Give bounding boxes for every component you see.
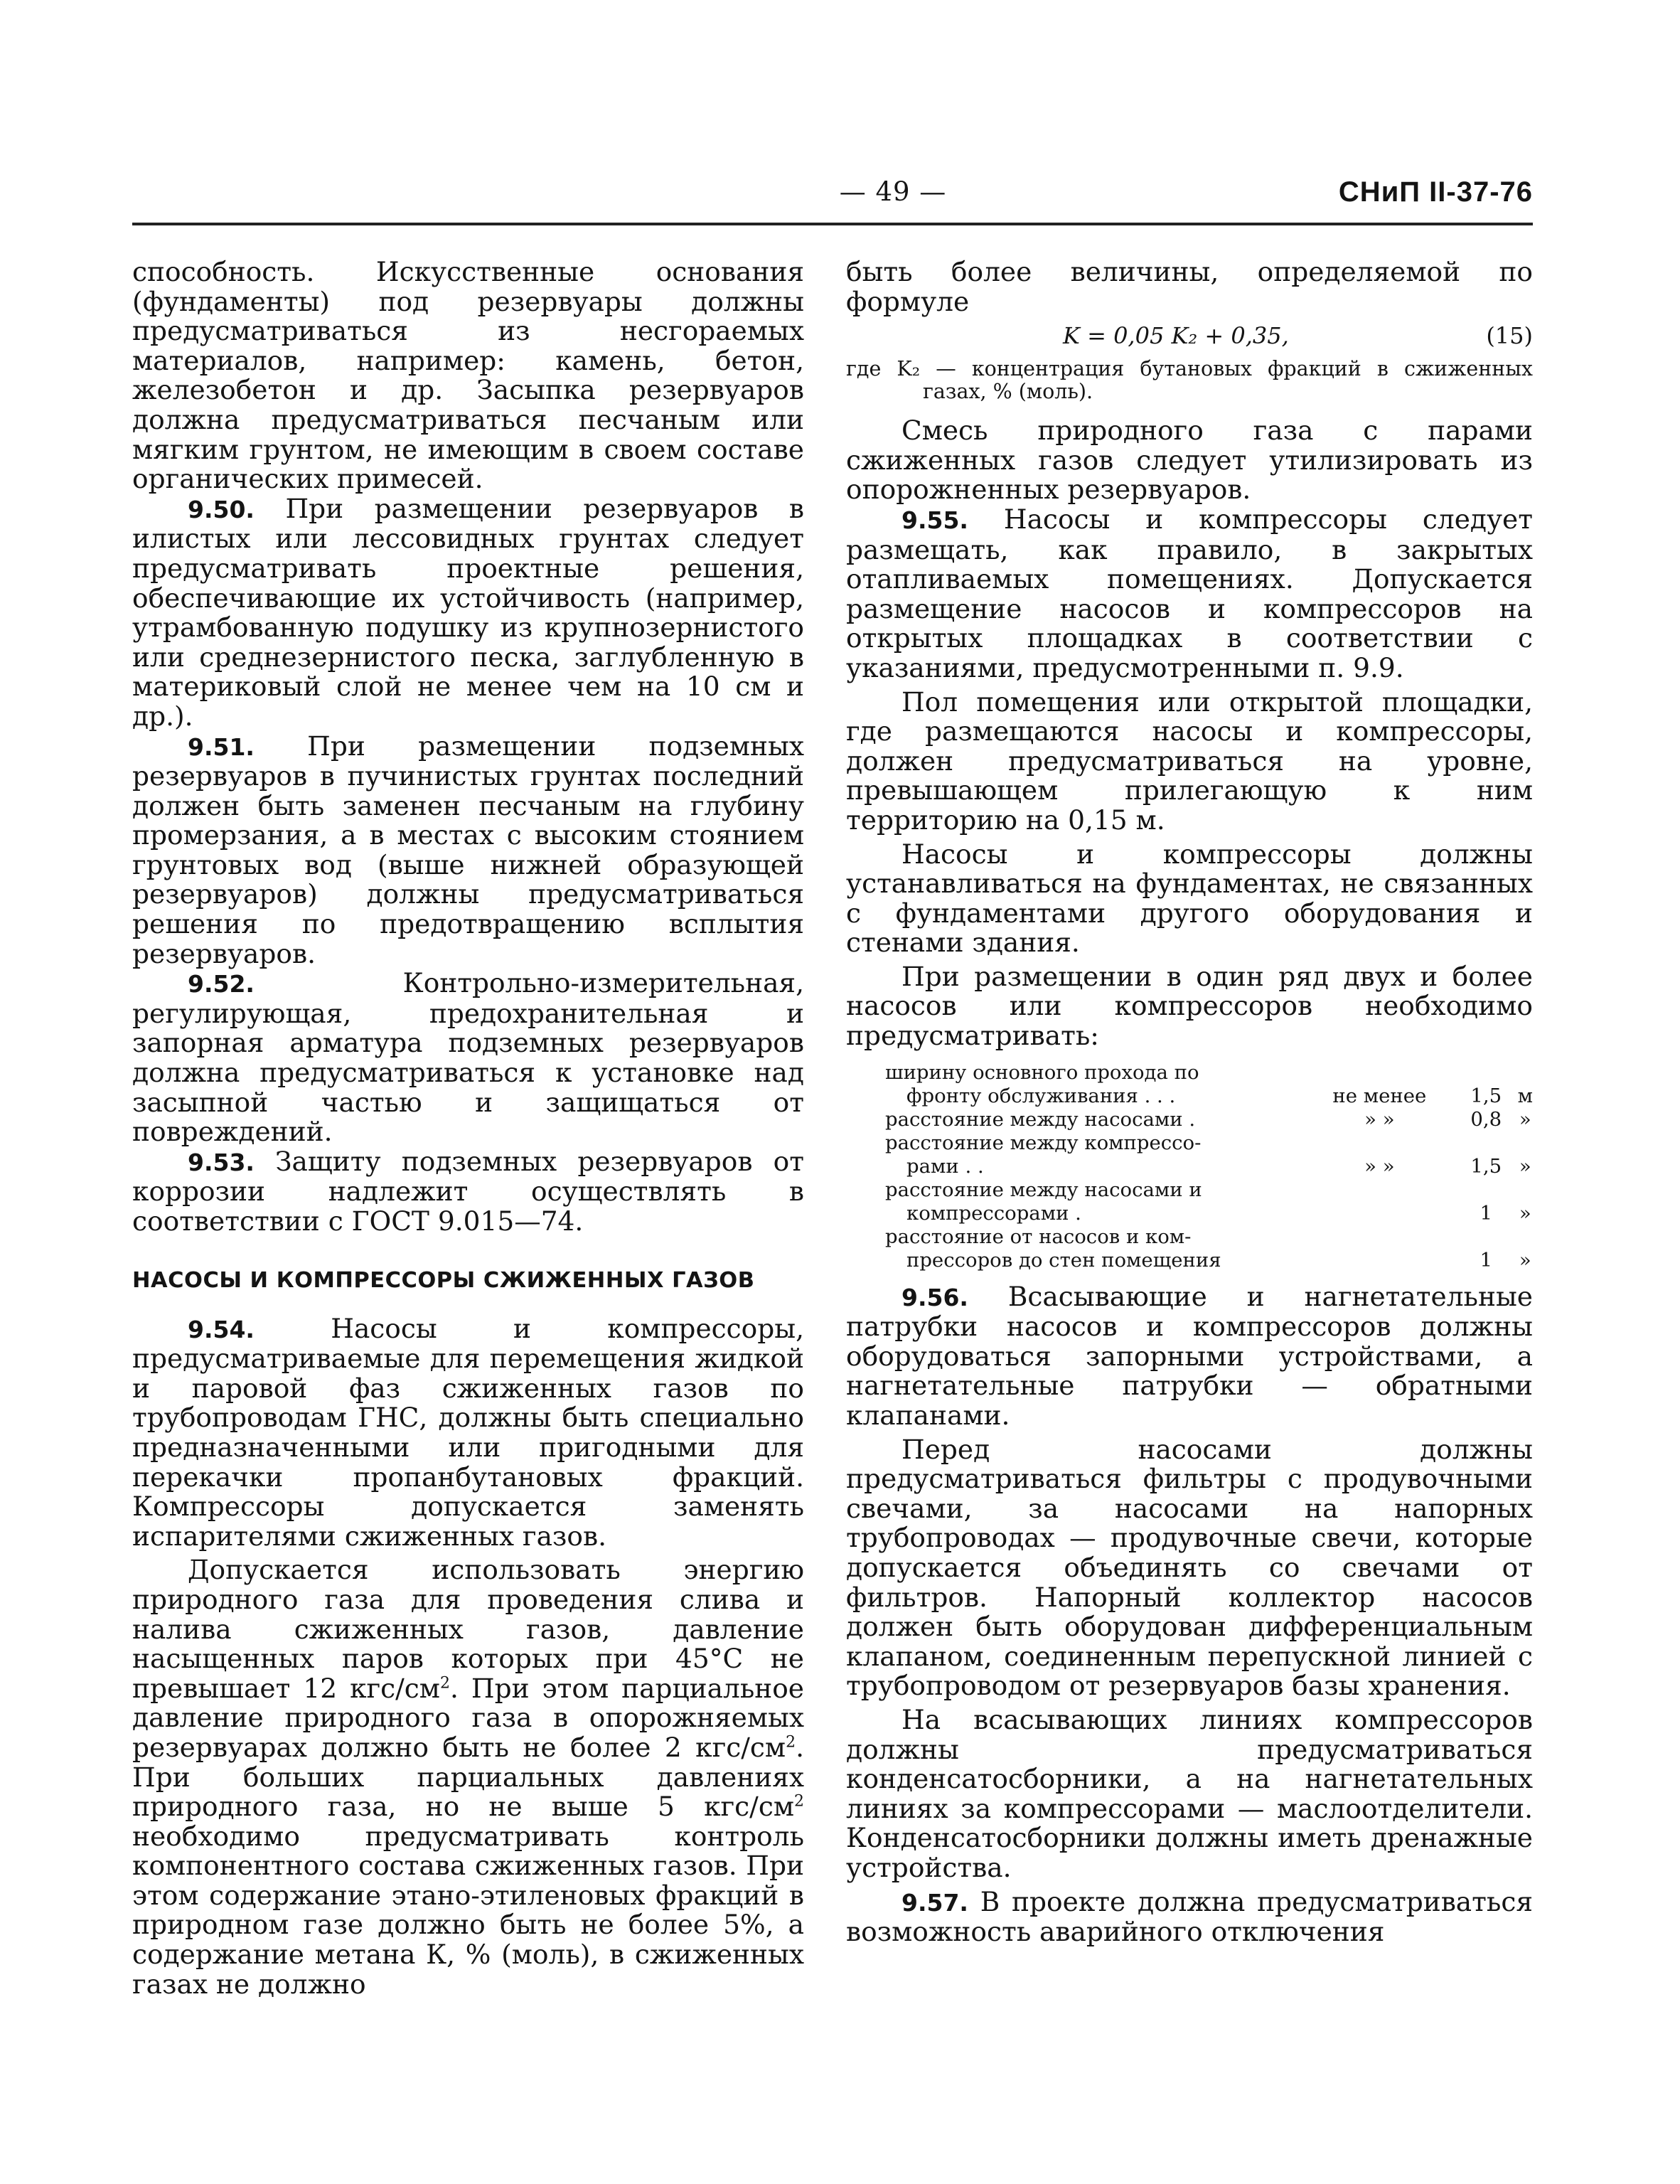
paragraph-natural-gas-energy <box>132 1555 804 1999</box>
table-row <box>846 1225 1533 1249</box>
param-cond: » » <box>1364 1154 1395 1178</box>
param-cond: не менее <box>1332 1084 1427 1107</box>
paragraph-formula-intro: быть более величины, определяемой по формуле <box>846 256 1533 317</box>
param-label: расстояние между насосами и <box>885 1178 1202 1201</box>
page-number: — 49 — <box>839 176 947 207</box>
param-val: 1,5 <box>1470 1084 1502 1107</box>
clause-text: Насосы и компрессоры следует размещать, как правило, в закрытых отапливаемых помещениях. Допускается размещение насосов и компрессоров на открытых площадках в соответствии с указаниями, предусмотренными п. 9.9. <box>846 503 1533 683</box>
clause-text: Защиту подземных резервуаров от коррозии надлежит осуществлять в соответствии с ГОСТ 9.015—74. <box>132 1145 804 1237</box>
clause-text: Насосы и компрессоры, предусматриваемые для перемещения жидкой и паровой фаз сжиженных газов по трубопроводам ГНС, должны быть специально предназначенными или пригодными для перекачки пропанбутановых фракций. Компрессоры допускается заменять испарителями сжиженных газов. <box>132 1312 804 1552</box>
clause-number: 9.55. <box>901 506 968 534</box>
param-cond: » » <box>1364 1107 1395 1131</box>
paragraph-foundations-pumps: Насосы и компрессоры должны устанавливаться на фундаментах, не связанных с фундаментами другого оборудования и стенами здания. <box>846 838 1533 959</box>
param-cond <box>1305 1202 1455 1225</box>
param-unit: м <box>1517 1084 1533 1107</box>
clause-text: При размещении резервуаров в илистых или лессовидных грунтах следует предусматривать проектные решения, обеспечивающие их устойчивость (например, утрамбованную подушку из крупнозернистого или среднезернистого песка, заглубленную в материковый слой не менее чем на 10 см и др.). <box>132 492 804 732</box>
clause-text: В проекте должна предусматриваться возможность аварийного отключения <box>846 1885 1533 1948</box>
clause-number: 9.57. <box>901 1888 968 1917</box>
superscript: 2 <box>439 1674 450 1693</box>
clause-number: 9.56. <box>901 1283 968 1311</box>
param-label: ширину основного прохода по <box>885 1060 1199 1084</box>
empty-cell <box>1305 1225 1533 1249</box>
empty-cell <box>1305 1178 1533 1202</box>
param-cond <box>1305 1249 1455 1272</box>
formula-number: (15) <box>1486 322 1533 350</box>
formula-legend: где K₂ — концентрация бутановых фракций в сжиженных газах, % (моль). <box>846 357 1533 404</box>
clause-9-51 <box>132 732 804 969</box>
table-row <box>846 1108 1533 1131</box>
paragraph-foundations: способность. Искусственные основания (фундаменты) под резервуары должны предусматриваться из несгораемых материалов, например: камень, бетон, железобетон и др. Засыпка резервуаров должна предусматриваться песчаным или мягким грунтом, не имеющим в своем составе органических примесей. <box>132 256 804 495</box>
param-label: расстояние от насосов и ком- <box>885 1225 1192 1248</box>
text-fragment: необходимо предусматривать контроль компонентного состава сжиженных газов. При этом содержание этано-этиленовых фракций в природном газе должно быть не более 5%, а содержание метана К, % (моль), в сжиженных газах не должно <box>132 1820 804 2000</box>
empty-cell <box>1305 1131 1533 1155</box>
param-val: 1,5 <box>1470 1154 1502 1178</box>
clause-number: 9.53. <box>188 1148 255 1176</box>
left-column <box>132 257 804 1999</box>
right-column <box>846 257 1533 1947</box>
header-rule <box>132 223 1533 225</box>
document-code: СНиП II-37-76 <box>1338 176 1533 208</box>
section-heading: НАСОСЫ И КОМПРЕССОРЫ СЖИЖЕННЫХ ГАЗОВ <box>132 1267 755 1293</box>
clause-text: При размещении подземных резервуаров в пучинистых грунтах последний должен быть заменен песчаным на глубину промерзания, а в местах с высоким стоянием грунтовых вод (выше нижней образующей резервуаров) должны предусматриваться решения по предотвращению всплытия резервуаров. <box>132 730 804 969</box>
text-fragment: . При этом парциальное давление природного газа в опорожняемых резервуарах должно быть не более 2 кгс/см <box>132 1672 805 1763</box>
param-label: расстояние между компрессо- <box>885 1131 1202 1154</box>
param-label: расстояние между насосами . <box>885 1107 1196 1131</box>
table-row-cont <box>846 1085 1533 1108</box>
empty-cell <box>1305 1061 1533 1085</box>
clause-9-50 <box>132 494 804 732</box>
paragraph-row-placement: При размещении в один ряд двух и более насосов или компрессоров необходимо предусматривать: <box>846 960 1533 1052</box>
text-fragment: Допускается использовать энергию природного газа для проведения слива и налива сжиженных газов, давление насыщенных паров которых при 45°С не превышает 12 кгс/см <box>132 1554 804 1704</box>
clause-number: 9.52. <box>188 970 255 998</box>
paragraph-gas-mixture: Смесь природного газа с парами сжиженных газов следует утилизировать из опорожненных резервуаров. <box>846 415 1533 506</box>
table-row-cont <box>846 1249 1533 1272</box>
clause-9-52 <box>132 969 804 1147</box>
param-unit: » <box>1519 1154 1531 1178</box>
table-row <box>846 1131 1533 1155</box>
table-row <box>846 1061 1533 1085</box>
clearance-table <box>846 1061 1533 1272</box>
clause-9-56 <box>846 1282 1533 1431</box>
paragraph-filters: Перед насосами должны предусматриваться фильтры с продувочными свечами, за насосами на напорных трубопроводах — продувочные свечи, которые допускается объединять со свечами от фильтров. Напорный коллектор насосов должен быть оборудован дифференциальным клапаном, соединенным перепускной линией с трубопроводом от резервуаров базы хранения. <box>846 1433 1533 1702</box>
clause-9-54 <box>132 1314 804 1552</box>
clause-9-53 <box>132 1147 804 1237</box>
page-header <box>132 176 1533 219</box>
param-unit: » <box>1519 1248 1531 1272</box>
table-row-cont <box>846 1202 1533 1225</box>
param-val: 1 <box>1480 1248 1493 1272</box>
clause-text: Всасывающие и нагнетательные патрубки насосов и компрессоров должны оборудоваться запорными устройствами, а нагнетательные патрубки — обратными клапанами. <box>846 1280 1533 1432</box>
paragraph-condensate: На всасывающих линиях компрессоров должны предусматриваться конденсатосборники, а на нагнетательных линиях за компрессорами — маслоотделители. Конденсатосборники должны иметь дренажные устройства. <box>846 1703 1533 1883</box>
clause-9-55 <box>846 505 1533 683</box>
clause-text: Контрольно-измерительная, регулирующая, предохранительная и запорная арматура подземных резервуаров должна предусматриваться к установке над засыпной частью и защищаться от повреждений. <box>132 967 804 1148</box>
text-fragment: . При больших парциальных давлениях природного газа, но не выше 5 кгс/см <box>132 1731 804 1823</box>
param-unit: » <box>1519 1201 1531 1225</box>
param-label-cont: рами . . <box>906 1154 984 1178</box>
table-row <box>846 1178 1533 1202</box>
param-val: 1 <box>1480 1201 1493 1225</box>
formula: K = 0,05 K₂ + 0,35, <box>1063 322 1289 350</box>
superscript: 2 <box>794 1792 804 1811</box>
clause-number: 9.51. <box>188 733 255 761</box>
param-unit: » <box>1519 1107 1531 1131</box>
param-label-cont: компрессорами . <box>906 1201 1081 1225</box>
clause-number: 9.50. <box>188 495 255 523</box>
param-val: 0,8 <box>1470 1107 1502 1131</box>
clause-number: 9.54. <box>188 1315 255 1343</box>
table-row-cont <box>846 1155 1533 1178</box>
superscript: 2 <box>786 1733 796 1752</box>
paragraph-floor-level: Пол помещения или открытой площадки, где размещаются насосы и компрессоры, должен предусматриваться на уровне, превышающем прилегающую к ним территорию на 0,15 м. <box>846 686 1533 836</box>
clause-9-57 <box>846 1887 1533 1947</box>
formula-row <box>846 319 1533 355</box>
param-label-cont: прессоров до стен помещения <box>906 1248 1221 1272</box>
param-label-cont: фронту обслуживания . . . <box>906 1084 1176 1107</box>
